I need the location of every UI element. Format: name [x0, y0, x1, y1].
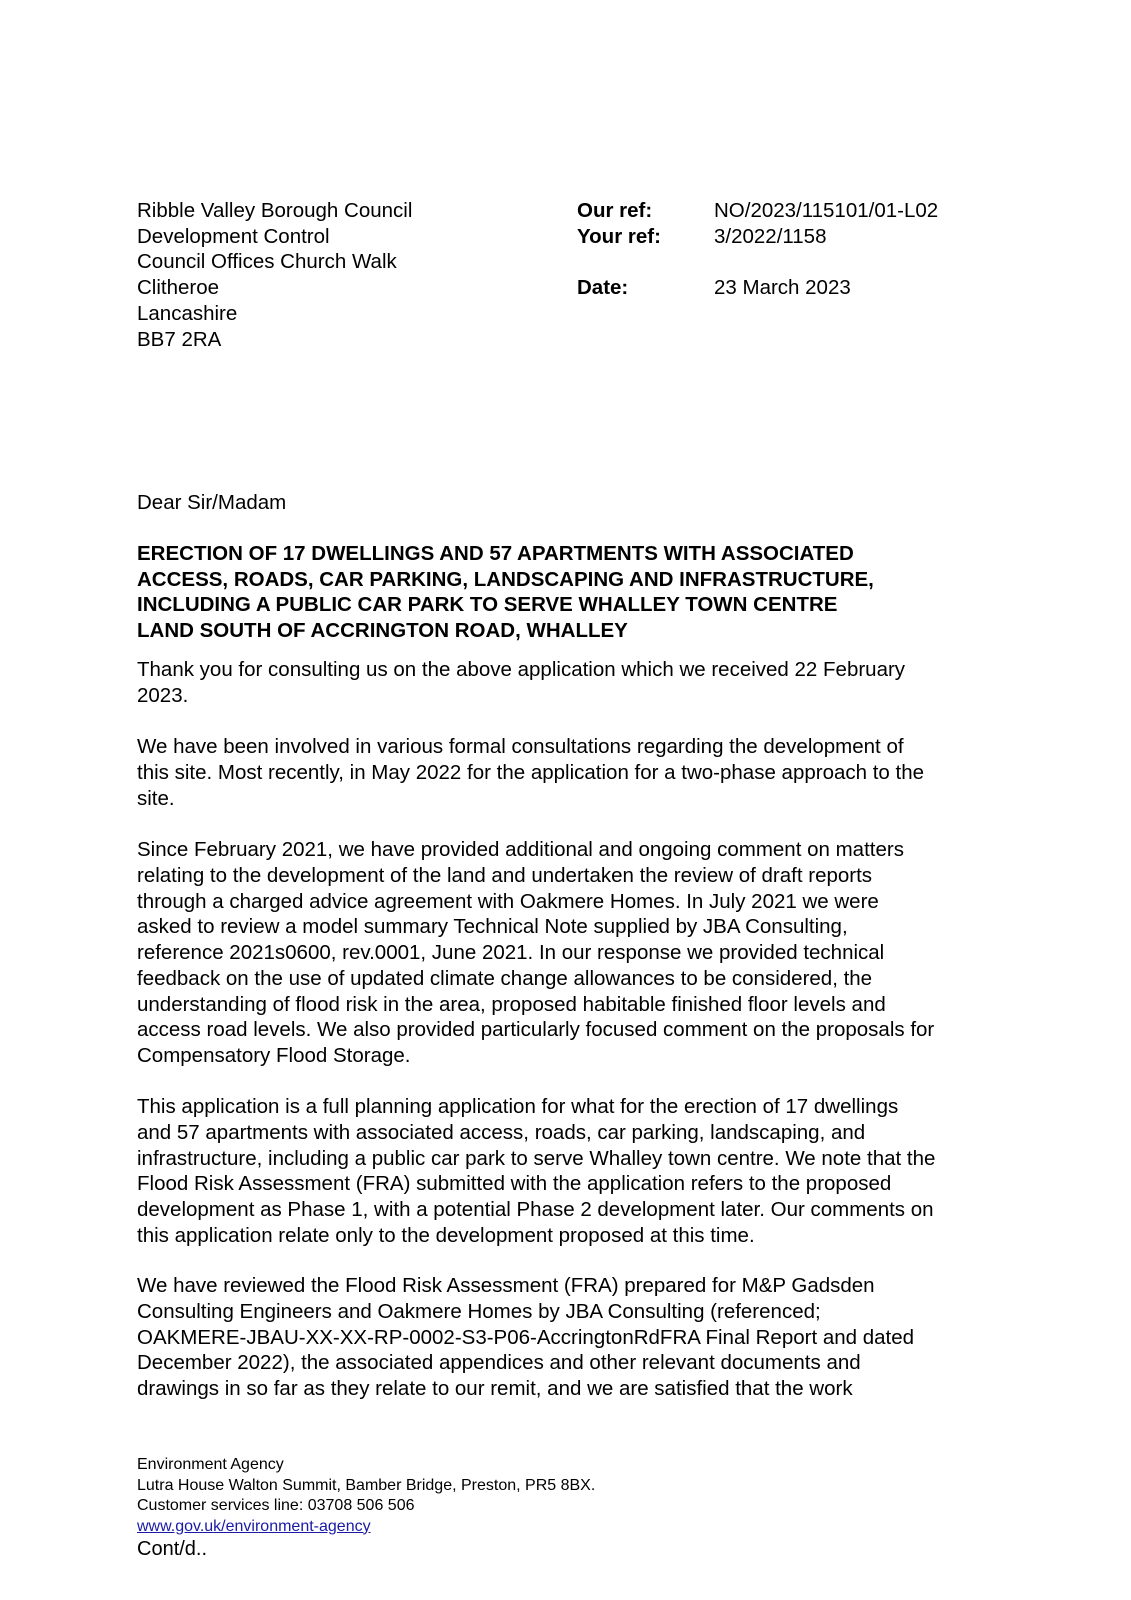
- paragraph-line: We have reviewed the Flood Risk Assessment (FRA) prepared for M&P Gadsden: [137, 1274, 875, 1297]
- paragraph-fra-review: [137, 1273, 1037, 1402]
- reference-block: [577, 198, 938, 301]
- footer-org: Environment Agency: [137, 1456, 284, 1473]
- letter-footer: [137, 1455, 595, 1537]
- paragraph-acknowledgement: [137, 657, 1037, 709]
- date-value: 23 March 2023: [714, 276, 851, 300]
- our-ref-row: [577, 198, 938, 224]
- your-ref-label: Your ref:: [577, 224, 661, 248]
- paragraph-line: OAKMERE-JBAU-XX-XX-RP-0002-S3-P06-AccringtonRdFRA Final Report and dated: [137, 1325, 915, 1349]
- paragraph-line: reference 2021s0600, rev.0001, June 2021. In our response we provided technical: [137, 941, 885, 964]
- our-ref-label: Our ref:: [577, 199, 653, 222]
- paragraph-line: 2023.: [137, 683, 189, 707]
- paragraph-line: through a charged advice agreement with Oakmere Homes. In July 2021 we were: [137, 889, 879, 913]
- date-row: [577, 275, 938, 301]
- recipient-line: BB7 2RA: [137, 327, 222, 351]
- continuation-marker: Cont/d..: [137, 1538, 208, 1560]
- paragraph-line: Thank you for consulting us on the above application which we received 22 February: [137, 658, 906, 681]
- paragraph-line: and 57 apartments with associated access, roads, car parking, landscaping, and: [137, 1120, 866, 1144]
- salutation: Dear Sir/Madam: [137, 491, 287, 514]
- subject-line: ERECTION OF 17 DWELLINGS AND 57 APARTMENTS WITH ASSOCIATED: [137, 542, 854, 565]
- footer-website-link[interactable]: www.gov.uk/environment-agency: [137, 1517, 371, 1535]
- subject-line: ACCESS, ROADS, CAR PARKING, LANDSCAPING AND INFRASTRUCTURE,: [137, 567, 874, 591]
- paragraph-line: This application is a full planning application for what for the erection of 17 dwellings: [137, 1095, 899, 1118]
- recipient-line: Council Offices Church Walk: [137, 250, 397, 274]
- paragraph-line: We have been involved in various formal consultations regarding the development of: [137, 735, 904, 758]
- paragraph-line: Since February 2021, we have provided additional and ongoing comment on matters: [137, 838, 904, 861]
- your-ref-row: [577, 224, 938, 250]
- footer-address: Lutra House Walton Summit, Bamber Bridge, Preston, PR5 8BX.: [137, 1476, 596, 1494]
- date-label: Date:: [577, 276, 629, 300]
- recipient-line: Clitheroe: [137, 276, 220, 300]
- paragraph-line: drawings in so far as they relate to our remit, and we are satisfied that the work: [137, 1377, 853, 1400]
- paragraph-line: infrastructure, including a public car park to serve Whalley town centre. We note that the: [137, 1146, 936, 1170]
- paragraph-line: this site. Most recently, in May 2022 for the application for a two-phase approach to the: [137, 760, 925, 784]
- recipient-line: Development Control: [137, 224, 330, 248]
- paragraph-line: this application relate only to the development proposed at this time.: [137, 1223, 755, 1247]
- paragraph-line: access road levels. We also provided particularly focused comment on the proposals for: [137, 1018, 935, 1042]
- recipient-line: Ribble Valley Borough Council: [137, 199, 413, 222]
- paragraph-line: feedback on the use of updated climate change allowances to be considered, the: [137, 966, 873, 990]
- subject-heading: [137, 541, 1037, 643]
- paragraph-line: December 2022), the associated appendices and other relevant documents and: [137, 1351, 861, 1375]
- paragraph-consultation-history: [137, 734, 1037, 811]
- paragraph-line: development as Phase 1, with a potential Phase 2 development later. Our comments on: [137, 1198, 934, 1221]
- paragraph-line: site.: [137, 786, 175, 810]
- paragraph-line: relating to the development of the land and undertaken the review of draft reports: [137, 863, 873, 887]
- paragraph-application-summary: [137, 1094, 1037, 1249]
- recipient-address: [137, 198, 412, 352]
- paragraph-line: Consulting Engineers and Oakmere Homes by JBA Consulting (referenced;: [137, 1299, 821, 1323]
- our-ref-value: NO/2023/115101/01-L02: [714, 199, 939, 222]
- paragraph-advice-agreement: [137, 837, 1037, 1069]
- recipient-line: Lancashire: [137, 301, 238, 325]
- paragraph-line: Compensatory Flood Storage.: [137, 1044, 411, 1067]
- ref-spacer: [577, 249, 938, 275]
- subject-line: LAND SOUTH OF ACCRINGTON ROAD, WHALLEY: [137, 618, 628, 642]
- subject-line: INCLUDING A PUBLIC CAR PARK TO SERVE WHALLEY TOWN CENTRE: [137, 593, 838, 617]
- paragraph-line: asked to review a model summary Technical Note supplied by JBA Consulting,: [137, 915, 848, 939]
- paragraph-line: understanding of flood risk in the area, proposed habitable finished floor levels and: [137, 992, 886, 1016]
- your-ref-value: 3/2022/1158: [714, 224, 827, 248]
- paragraph-line: Flood Risk Assessment (FRA) submitted with the application refers to the proposed: [137, 1172, 892, 1196]
- footer-phone: Customer services line: 03708 506 506: [137, 1497, 415, 1514]
